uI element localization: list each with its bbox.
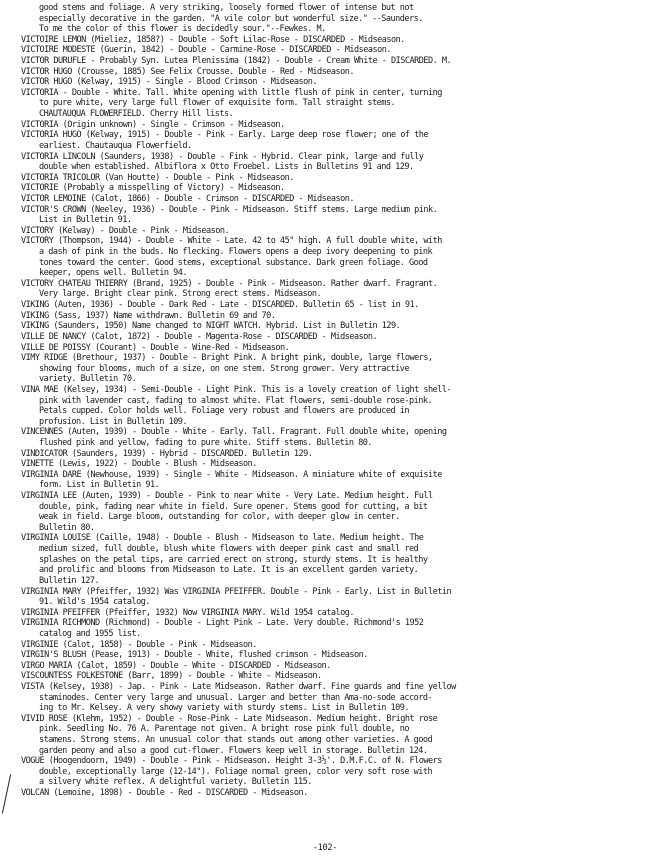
entry-line: VICTORIA LINCOLN (Saunders, 1938) - Double - Fink - Hybrid. Clear pink, large and fully xyxy=(21,151,424,162)
text-line: Very large. Bright clear pink. Strong erect stems. Midseason. xyxy=(39,289,322,300)
text-line: Bulletin 80. xyxy=(39,522,95,533)
text-line: catalog and 1955 list. xyxy=(39,628,141,639)
text-line: Bulletin 127. xyxy=(39,575,100,586)
text-line: variety. Bulletin 70. xyxy=(39,374,137,385)
entry-line: VOGUE (Hoogendoorn, 1949) - Double - Pink - Midseason. Height 3-3½'. D.M.F.C. of N. Flowers xyxy=(21,756,442,767)
entry-line: VINCENNES (Auten, 1939) - Double - White - Early. Tall. Fragrant. Full double white, opening xyxy=(21,427,447,438)
text-line: To me the color of this flower is decidedly sour."--Fewkes. M. xyxy=(39,24,326,35)
entry-line: VINETTE (Lewis, 1922) - Double - Blush - Midseason. xyxy=(21,459,257,470)
entry-line: VICTOR HUGO (Crousse, 1885) See Felix Crousse. Double - Red - Midseason. xyxy=(21,66,355,77)
entry-line: VICTORY CHATEAU THIERRY (Brand, 1925) - Double - Pink - Midseason. Rather dwarf. Fragrant. xyxy=(21,278,438,289)
entry-line: VIKING (Auten, 1936) - Double - Dark Red - Late - DISCARDED. Bulletin 65 - list in 91. xyxy=(21,300,419,311)
text-line: pink with lavender cast, fading to almost white. Flat flowers, semi-double rose-pink. xyxy=(39,395,433,406)
text-line: a dash of pink in the buds. No flecking. Flowers opens a deep ivory deepening to pink xyxy=(39,247,433,258)
entry-line: VICTOR HUGO (Kelway, 1915) - Single - Blood Crimson - Midseason. xyxy=(21,77,318,88)
page-number: -102- xyxy=(312,843,338,853)
entry-line: VICTORY (Thompson, 1944) - Double - White - Late. 42 to 45" high. A full double white, with xyxy=(21,236,442,247)
entry-line: VICTORIA (Origin unknown) - Single - Crimson - Midseason. xyxy=(21,119,285,130)
entry-line: VICTOR DURUFLE - Probably Syn. Lutea Plenissima (1842) - Double - Cream White - DISCARDED. M. xyxy=(21,56,452,67)
text-line: weak in field. Large bloom, outstanding for color, with deeper glow in center. xyxy=(39,512,400,523)
text-line: 91. Wild's 1954 catalog. xyxy=(39,597,151,608)
text-line: splashes on the petal tips, are carried erect on strong, sturdy stems. It is healthy xyxy=(39,554,428,565)
text-line: a silvery white reflex. A delightful variety. Bulletin 115. xyxy=(39,777,312,788)
text-line: double, pink, fading near white in field. Sure opener. Stems good for cutting, a bit xyxy=(39,501,428,512)
entry-line: VINA MAE (Kelsey, 1934) - Semi-Double - Light Pink. This is a lovely creation of light shell- xyxy=(21,384,452,395)
text-line: garden peony and also a good cut-flower. Flowers keep well in storage. Bulletin 124. xyxy=(39,745,428,756)
entry-line: VICTOIRE MODESTE (Guerin, 1842) - Double - Carmine-Rose - DISCARDED - Midseason. xyxy=(21,45,392,56)
text-line: Petals cupped. Color holds well. Foliage very robust and flowers are produced in xyxy=(39,406,410,417)
entry-line: VIRGINIE (Calot, 1858) - Double - Pink - Midseason. xyxy=(21,639,257,650)
entry-line: VIRGINIA MARY (Pfeiffer, 1932) Was VIRGINIA PFEIFFER. Double - Pink - Early. List in Bulletin xyxy=(21,586,452,597)
entry-line: VISCOUNTESS FOLKESTONE (Barr, 1899) - Double - White - Midseason. xyxy=(21,671,322,682)
entry-line: VICTOR'S CROWN (Neeley, 1936) - Double - Pink - Midseason. Stiff stems. Large medium pink. xyxy=(21,204,438,215)
entry-line: VIRGINIA LEE (Auten, 1939) - Double - Pink to near white - Very Late. Medium height. Full xyxy=(21,491,433,502)
entry-line: VICTORIA TRICOLOR (Van Houtte) - Double - Pink - Midseason. xyxy=(21,172,294,183)
entry-line: VIRGINIA LOUISE (Caille, 1948) - Double - Blush - Midseason to late. Medium height. The xyxy=(21,533,424,544)
text-line: especially decorative in the garden. "A vile color but wonderful size." --Saunders. xyxy=(39,13,423,24)
entry-line: VILLE DE NANCY (Calot, 1872) - Double - Magenta-Rose - DISCARDED - Midseason. xyxy=(21,331,378,342)
entry-line: VILLE DE POISSY (Courant) - Double - Wine-Red - Midseason. xyxy=(21,342,290,353)
text-line: good stems and foliage. A very striking, loosely formed flower of intense but not xyxy=(39,3,414,13)
text-line: pink. Seedling No. 76 A. Parentage not given. A bright rose pink full double, no xyxy=(39,724,410,735)
text-line: staminodes. Center very large and unusual. Larger and better than Ama-no-sode accord- xyxy=(39,692,433,703)
text-line: double when established. Albiflora x Otto Froebel. Lists in Bulletins 91 and 129. xyxy=(39,162,414,173)
entry-line: VIMY RIDGE (Brethour, 1937) - Double - Bright Pink. A bright pink, double, large flowers, xyxy=(21,353,433,364)
text-line: tones toward the center. Good stems, exceptional substance. Dark green foliage. Good xyxy=(39,257,428,268)
entry-line: VICTORIE (Probably a misspelling of Victory) - Midseason. xyxy=(21,183,285,194)
entry-line: VIRGINIA RICHMOND (Richmond) - Double - Light Pink - Late. Very double. Richmond's 1952 xyxy=(21,618,424,629)
text-line: List in Bulletin 91. xyxy=(39,215,132,226)
entry-line: VIKING (Sass, 1937) Name withdrawn. Bulletin 69 and 70. xyxy=(21,310,276,321)
text-line: keeper, opens well. Bulletin 94. xyxy=(39,268,188,279)
entry-line: VICTORY (Kelway) - Double - Pink - Midseason. xyxy=(21,225,230,236)
text-line: double, exceptionally large (12-14"). Foliage normal green, color very soft rose with xyxy=(39,766,433,777)
entry-line: VIRGINIA PFEIFFER (Pfeiffer, 1932) Now VIRGINIA MARY. Wild 1954 catalog. xyxy=(21,607,355,618)
entry-line: VISTA (Kelsey, 1938) - Jap. - Pink - Late Midseason. Rather dwarf. Fine guards and fine yellow xyxy=(21,682,456,692)
entry-line: VICTOR LEMOINE (Calot, 1866) - Double - Crimson - DISCARDED - Midseason. xyxy=(21,193,355,204)
text-line: flushed pink and yellow, fading to pure white. Stiff stems. Bulletin 80. xyxy=(39,437,373,448)
entry-line: VICTOIRE LEMON (Mieliez, 1858?) - Double - Soft Lilac-Rose - DISCARDED - Midseason. xyxy=(21,34,405,45)
text-line: to pure white, very large full flower of exquisite form. Tall straight stems. xyxy=(39,98,396,109)
entry-line: VIVID ROSE (Klehm, 1952) - Double - Rose-Pink - Late Midseason. Medium height. Bright rose xyxy=(21,713,438,724)
text-line: showing four blooms, much of a size, on one stem. Strong grower. Very attractive xyxy=(39,363,410,374)
text-line: CHAUTAUQUA FLOWERFIELD. Cherry Hill lists. xyxy=(39,109,234,120)
text-line: earliest. Chautauqua Flowerfield. xyxy=(39,140,192,151)
entry-line: VICTORIA HUGO (Kelway, 1915) - Double - Pink - Early. Large deep rose flower; one of the xyxy=(21,130,429,141)
entry-line: VICTORIA - Double - White. Tall. White opening with little flush of pink in center, turning xyxy=(21,87,442,98)
text-line: and prolific and blooms from Midseason to Late. It is an excellent garden variety. xyxy=(39,565,419,576)
text-line: profusion. List in Bulletin 109. xyxy=(39,416,188,427)
entry-line: VIRGINIA DARE (Newhouse, 1939) - Single - White - Midseason. A miniature white of exquisite xyxy=(21,469,442,480)
text-line: stamens. Strong stems. An unusual color that stands out among other varieties. A good xyxy=(39,735,433,746)
entry-line: VINDICATOR (Saunders, 1939) - Hybrid - DISCARDED. Bulletin 129. xyxy=(21,448,313,459)
entry-line: VIRGIN'S BLUSH (Pease, 1913) - Double - White, flushed crimson - Midseason. xyxy=(21,650,368,661)
text-line: medium sized, full double, blush white flowers with deeper pink cast and small red xyxy=(39,544,419,555)
margin-pen-mark xyxy=(2,774,12,813)
entry-line: VIRGO MARIA (Calot, 1859) - Double - White - DISCARDED - Midseason. xyxy=(21,660,331,671)
entry-line: VOLCAN (Lemoine, 1898) - Double - Red - DISCARDED - Midseason. xyxy=(21,788,308,799)
text-line: ing to Mr. Kelsey. A very showy variety with sturdy stems. List in Bulletin 109. xyxy=(39,703,410,714)
variety-listing xyxy=(21,3,646,799)
text-line: form. List in Bulletin 91. xyxy=(39,480,160,491)
entry-line: VIKING (Saunders, 1950) Name changed to NIGHT WATCH. Hybrid. List in Bulletin 129. xyxy=(21,321,401,332)
